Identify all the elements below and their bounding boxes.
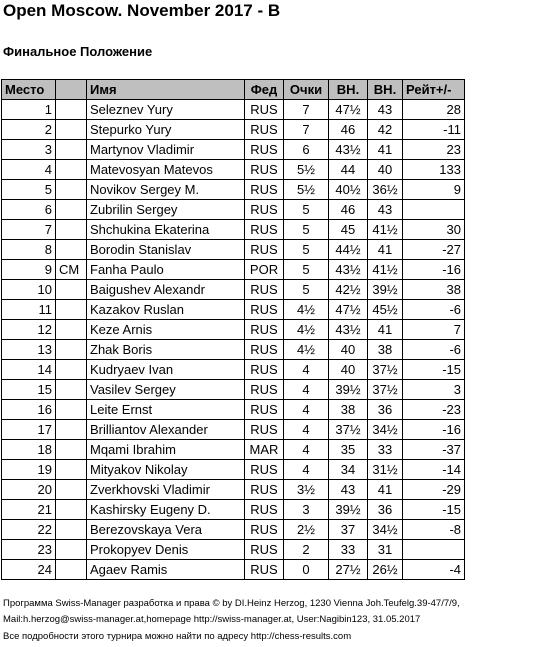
federation-cell: POR [245, 260, 284, 280]
table-row [2, 300, 465, 320]
player-name-cell: Vasilev Sergey [87, 380, 245, 400]
tiebreak-1-cell: 27½ [329, 560, 368, 580]
points-cell: 4 [284, 400, 329, 420]
table-row [2, 200, 465, 220]
rank-cell: 13 [2, 340, 56, 360]
rating-change-cell [403, 540, 465, 560]
rank-cell: 2 [2, 120, 56, 140]
rating-change-cell: -11 [403, 120, 465, 140]
points-cell: 5 [284, 220, 329, 240]
footer-contact: Mail:h.herzog@swiss-manager.at,homepage http://swiss-manager.at, User:Nagibin123, 31.05.2017 [3, 614, 421, 625]
federation-cell: RUS [245, 220, 284, 240]
player-name-cell: Stepurko Yury [87, 120, 245, 140]
tiebreak-2-cell: 41½ [368, 260, 403, 280]
title-cell [56, 560, 87, 580]
rank-cell: 6 [2, 200, 56, 220]
table-row [2, 560, 465, 580]
points-cell: 4 [284, 420, 329, 440]
rating-change-cell: -15 [403, 500, 465, 520]
table-row [2, 160, 465, 180]
tiebreak-2-cell: 31½ [368, 460, 403, 480]
player-name-cell: Zhak Boris [87, 340, 245, 360]
federation-cell: RUS [245, 400, 284, 420]
title-cell [56, 540, 87, 560]
table-row [2, 240, 465, 260]
title-cell [56, 460, 87, 480]
header-points: Очки [284, 80, 329, 100]
title-cell [56, 400, 87, 420]
points-cell: 5½ [284, 180, 329, 200]
rank-cell: 22 [2, 520, 56, 540]
tiebreak-2-cell: 38 [368, 340, 403, 360]
federation-cell: RUS [245, 300, 284, 320]
tiebreak-1-cell: 39½ [329, 500, 368, 520]
title-cell [56, 520, 87, 540]
points-cell: 4 [284, 440, 329, 460]
title-cell [56, 360, 87, 380]
tiebreak-1-cell: 38 [329, 400, 368, 420]
tiebreak-2-cell: 45½ [368, 300, 403, 320]
rank-cell: 21 [2, 500, 56, 520]
header-federation: Фед [245, 80, 284, 100]
points-cell: 3 [284, 500, 329, 520]
tiebreak-1-cell: 33 [329, 540, 368, 560]
tiebreak-2-cell: 33 [368, 440, 403, 460]
rating-change-cell: -16 [403, 260, 465, 280]
footer-details-link: Все подробности этого турнира можно найти по адресу http://chess-results.com [3, 631, 352, 642]
federation-cell: RUS [245, 240, 284, 260]
header-title [56, 80, 87, 100]
player-name-cell: Kudryaev Ivan [87, 360, 245, 380]
table-row [2, 400, 465, 420]
tiebreak-1-cell: 44½ [329, 240, 368, 260]
title-cell [56, 280, 87, 300]
tiebreak-1-cell: 35 [329, 440, 368, 460]
player-name-cell: Borodin Stanislav [87, 240, 245, 260]
points-cell: 4 [284, 460, 329, 480]
rating-change-cell: -27 [403, 240, 465, 260]
rating-change-cell: 38 [403, 280, 465, 300]
title-cell [56, 380, 87, 400]
points-cell: 0 [284, 560, 329, 580]
rank-cell: 20 [2, 480, 56, 500]
tiebreak-2-cell: 41 [368, 320, 403, 340]
rating-change-cell: 133 [403, 160, 465, 180]
footer-copyright: Программа Swiss-Manager разработка и права © by DI.Heinz Herzog, 1230 Vienna Joh.Teufelg.39-47/7/9, [3, 598, 460, 609]
title-cell [56, 320, 87, 340]
tiebreak-1-cell: 43½ [329, 320, 368, 340]
rank-cell: 3 [2, 140, 56, 160]
tiebreak-2-cell: 41 [368, 240, 403, 260]
tiebreak-2-cell: 26½ [368, 560, 403, 580]
rank-cell: 18 [2, 440, 56, 460]
federation-cell: RUS [245, 340, 284, 360]
federation-cell: RUS [245, 200, 284, 220]
rating-change-cell: -15 [403, 360, 465, 380]
points-cell: 7 [284, 100, 329, 120]
table-row [2, 420, 465, 440]
tiebreak-2-cell: 43 [368, 200, 403, 220]
section-subtitle: Финальное Положение [3, 44, 153, 59]
title-cell [56, 240, 87, 260]
table-row [2, 540, 465, 560]
tiebreak-2-cell: 34½ [368, 520, 403, 540]
header-rating-change: Рейт+/- [403, 80, 465, 100]
player-name-cell: Mqami Ibrahim [87, 440, 245, 460]
title-cell [56, 340, 87, 360]
points-cell: 3½ [284, 480, 329, 500]
table-row [2, 140, 465, 160]
points-cell: 4 [284, 360, 329, 380]
points-cell: 5½ [284, 160, 329, 180]
points-cell: 5 [284, 240, 329, 260]
rank-cell: 16 [2, 400, 56, 420]
rating-change-cell: -6 [403, 340, 465, 360]
rating-change-cell [403, 200, 465, 220]
player-name-cell: Kazakov Ruslan [87, 300, 245, 320]
player-name-cell: Kashirsky Eugeny D. [87, 500, 245, 520]
rank-cell: 14 [2, 360, 56, 380]
rating-change-cell: 3 [403, 380, 465, 400]
federation-cell: RUS [245, 540, 284, 560]
tiebreak-1-cell: 47½ [329, 300, 368, 320]
table-row [2, 180, 465, 200]
table-row [2, 260, 465, 280]
federation-cell: RUS [245, 180, 284, 200]
player-name-cell: Fanha Paulo [87, 260, 245, 280]
title-cell [56, 120, 87, 140]
rating-change-cell: 30 [403, 220, 465, 240]
tiebreak-2-cell: 40 [368, 160, 403, 180]
title-cell [56, 420, 87, 440]
points-cell: 5 [284, 260, 329, 280]
rank-cell: 15 [2, 380, 56, 400]
tiebreak-1-cell: 45 [329, 220, 368, 240]
table-row [2, 440, 465, 460]
header-tiebreak-1: ВН. [329, 80, 368, 100]
points-cell: 4½ [284, 320, 329, 340]
table-row [2, 500, 465, 520]
rank-cell: 9 [2, 260, 56, 280]
header-tiebreak-2: ВН. [368, 80, 403, 100]
tiebreak-2-cell: 34½ [368, 420, 403, 440]
rating-change-cell: 7 [403, 320, 465, 340]
title-cell [56, 140, 87, 160]
points-cell: 4 [284, 380, 329, 400]
points-cell: 5 [284, 280, 329, 300]
rating-change-cell: 28 [403, 100, 465, 120]
page-title: Open Moscow. November 2017 - B [3, 1, 281, 20]
tiebreak-2-cell: 37½ [368, 360, 403, 380]
player-name-cell: Brilliantov Alexander [87, 420, 245, 440]
points-cell: 4½ [284, 340, 329, 360]
rating-change-cell: 23 [403, 140, 465, 160]
rating-change-cell: -14 [403, 460, 465, 480]
points-cell: 2 [284, 540, 329, 560]
points-cell: 4½ [284, 300, 329, 320]
federation-cell: RUS [245, 560, 284, 580]
rating-change-cell: -6 [403, 300, 465, 320]
rating-change-cell: -37 [403, 440, 465, 460]
player-name-cell: Martynov Vladimir [87, 140, 245, 160]
table-row [2, 100, 465, 120]
standings-table [1, 79, 465, 580]
rank-cell: 4 [2, 160, 56, 180]
rank-cell: 23 [2, 540, 56, 560]
tiebreak-1-cell: 42½ [329, 280, 368, 300]
table-row [2, 320, 465, 340]
player-name-cell: Agaev Ramis [87, 560, 245, 580]
rank-cell: 5 [2, 180, 56, 200]
tiebreak-1-cell: 44 [329, 160, 368, 180]
table-row [2, 380, 465, 400]
player-name-cell: Matevosyan Matevos [87, 160, 245, 180]
title-cell [56, 100, 87, 120]
federation-cell: RUS [245, 100, 284, 120]
federation-cell: RUS [245, 460, 284, 480]
rating-change-cell: -29 [403, 480, 465, 500]
table-row [2, 460, 465, 480]
federation-cell: RUS [245, 420, 284, 440]
rank-cell: 7 [2, 220, 56, 240]
rank-cell: 8 [2, 240, 56, 260]
tiebreak-2-cell: 37½ [368, 380, 403, 400]
table-row [2, 480, 465, 500]
title-cell [56, 440, 87, 460]
federation-cell: RUS [245, 160, 284, 180]
rating-change-cell: -23 [403, 400, 465, 420]
tiebreak-2-cell: 41 [368, 480, 403, 500]
federation-cell: RUS [245, 480, 284, 500]
tiebreak-2-cell: 39½ [368, 280, 403, 300]
player-name-cell: Keze Arnis [87, 320, 245, 340]
table-row [2, 220, 465, 240]
player-name-cell: Zubrilin Sergey [87, 200, 245, 220]
points-cell: 6 [284, 140, 329, 160]
federation-cell: RUS [245, 360, 284, 380]
tiebreak-1-cell: 39½ [329, 380, 368, 400]
player-name-cell: Mityakov Nikolay [87, 460, 245, 480]
points-cell: 2½ [284, 520, 329, 540]
standings-body [2, 100, 465, 580]
tiebreak-1-cell: 40 [329, 340, 368, 360]
federation-cell: RUS [245, 140, 284, 160]
player-name-cell: Novikov Sergey M. [87, 180, 245, 200]
federation-cell: RUS [245, 380, 284, 400]
table-row [2, 120, 465, 140]
rating-change-cell: -16 [403, 420, 465, 440]
tiebreak-2-cell: 43 [368, 100, 403, 120]
rating-change-cell: 9 [403, 180, 465, 200]
tiebreak-2-cell: 36 [368, 500, 403, 520]
rating-change-cell: -8 [403, 520, 465, 540]
federation-cell: RUS [245, 280, 284, 300]
tiebreak-2-cell: 36½ [368, 180, 403, 200]
table-row [2, 280, 465, 300]
tiebreak-1-cell: 43½ [329, 260, 368, 280]
player-name-cell: Prokopyev Denis [87, 540, 245, 560]
table-row [2, 360, 465, 380]
points-cell: 7 [284, 120, 329, 140]
tiebreak-1-cell: 37 [329, 520, 368, 540]
tiebreak-1-cell: 34 [329, 460, 368, 480]
points-cell: 5 [284, 200, 329, 220]
title-cell [56, 200, 87, 220]
title-cell [56, 480, 87, 500]
table-row [2, 520, 465, 540]
tiebreak-1-cell: 46 [329, 200, 368, 220]
player-name-cell: Shchukina Ekaterina [87, 220, 245, 240]
rank-cell: 12 [2, 320, 56, 340]
federation-cell: RUS [245, 520, 284, 540]
tiebreak-2-cell: 41½ [368, 220, 403, 240]
title-cell [56, 180, 87, 200]
tiebreak-1-cell: 40½ [329, 180, 368, 200]
federation-cell: RUS [245, 120, 284, 140]
player-name-cell: Zverkhovski Vladimir [87, 480, 245, 500]
table-header-row [2, 80, 465, 100]
tiebreak-1-cell: 43½ [329, 140, 368, 160]
federation-cell: MAR [245, 440, 284, 460]
title-cell [56, 500, 87, 520]
title-cell: CM [56, 260, 87, 280]
rating-change-cell: -4 [403, 560, 465, 580]
player-name-cell: Berezovskaya Vera [87, 520, 245, 540]
tiebreak-1-cell: 37½ [329, 420, 368, 440]
player-name-cell: Baigushev Alexandr [87, 280, 245, 300]
rank-cell: 19 [2, 460, 56, 480]
title-cell [56, 220, 87, 240]
tiebreak-1-cell: 40 [329, 360, 368, 380]
rank-cell: 1 [2, 100, 56, 120]
player-name-cell: Seleznev Yury [87, 100, 245, 120]
tiebreak-1-cell: 43 [329, 480, 368, 500]
table-row [2, 340, 465, 360]
rank-cell: 10 [2, 280, 56, 300]
tiebreak-2-cell: 41 [368, 140, 403, 160]
header-rank: Место [2, 80, 56, 100]
tiebreak-1-cell: 47½ [329, 100, 368, 120]
player-name-cell: Leite Ernst [87, 400, 245, 420]
rank-cell: 24 [2, 560, 56, 580]
title-cell [56, 160, 87, 180]
rank-cell: 11 [2, 300, 56, 320]
federation-cell: RUS [245, 500, 284, 520]
tiebreak-2-cell: 36 [368, 400, 403, 420]
tiebreak-2-cell: 31 [368, 540, 403, 560]
header-name: Имя [87, 80, 245, 100]
title-cell [56, 300, 87, 320]
rank-cell: 17 [2, 420, 56, 440]
tiebreak-2-cell: 42 [368, 120, 403, 140]
federation-cell: RUS [245, 320, 284, 340]
tiebreak-1-cell: 46 [329, 120, 368, 140]
